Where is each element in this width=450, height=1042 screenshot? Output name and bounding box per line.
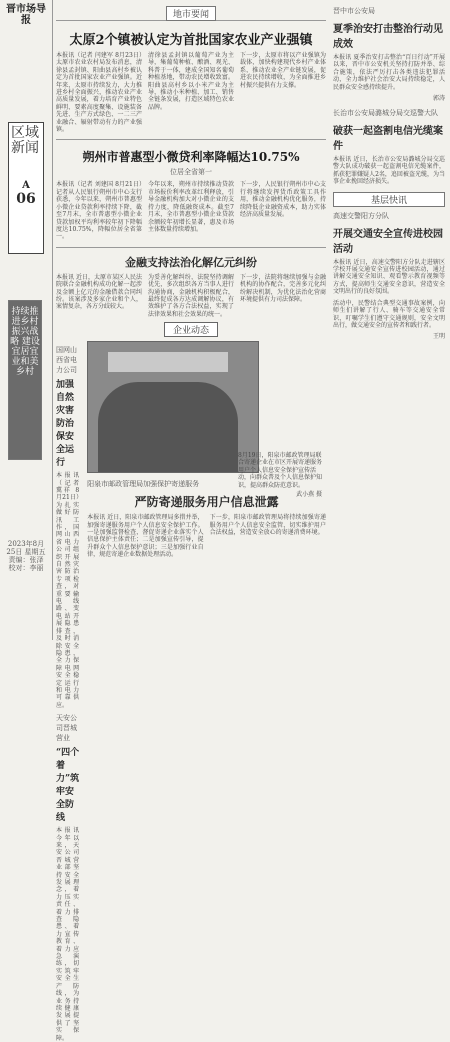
section-banner [56,6,326,21]
page-num: 06 [16,191,36,207]
right-author-3: 王明 [432,333,445,341]
event-photo [87,341,259,473]
right-kicker-3: 高速交警阳方分队 [333,211,389,220]
bottom-kicker: 阳泉市邮政管理局加强保护寄递服务 [87,480,200,489]
second-text-3: 下一步，人民银行朔州市中心支行将继续发挥货币政策工具作用，推动金融机构优化服务，持续降低企业融资成本，助力实体经济高质量发展。 [240,181,326,219]
third-columns [56,274,326,318]
lead-headline: 太原2个镇被认定为首批国家农业产业强镇 [69,33,313,48]
ent-text-1: 本报讯（记者 冀祥 8月21日）为扎实做好防汛工作，国网山西省电力公司组织开展自然灾害防治专项检查，对重要输电线路、变电站开展隐患排查，及时消除安全隐患，全力保障电网安全稳定运行和电力可靠供应。 [56,472,80,709]
right-title-1: 夏季治安打击整治行动见成效 [333,24,443,50]
third-text-1: 本报讯 近日，太原市某区人民法院联合金融机构成功化解一起涉及金额上亿元的金融借款合同纠纷。该案涉及多家企业和个人，案情复杂，各方分歧较大。 [56,273,142,311]
third-text-2: 为妥善化解纠纷，法院坚持调解优先，多次组织各方当事人进行沟通协商，金融机构积极配合，最终促成各方达成调解协议，有效维护了各方合法权益，实现了法律效果和社会效果的统一。 [148,273,234,318]
bottom-headline: 严防寄递服务用户信息泄露 [134,495,279,510]
photo-caption-block [238,452,322,498]
right-kicker-1: 晋中市公安局 [333,7,375,15]
third-headline: 金融支持法治化解亿元纠纷 [125,255,257,269]
enterprise-banner [56,322,326,337]
bottom-columns [87,514,326,558]
photo-credit: 武小燕 摄 [296,491,322,499]
right-title-3: 开展交通安全宣传进校园活动 [333,228,443,255]
right-column [333,6,445,340]
page-meta: 2023年8月25日 星期五 责编：张泽 校对：李丽 [6,540,46,572]
bottom-text-1: 本报讯 近日，阳泉市邮政管理局多措并举，加强寄递服务用户个人信息安全保护工作。一是加强监督检查，督促寄递企业落实个人信息保护主体责任；二是加强宣传引导，提升群众个人信息保护意识；三是加强行业自律，规范寄递企业数据处理活动。 [87,514,204,559]
second-headline: 朔州市普惠型小微贷利率降幅达10.75% [82,150,300,165]
page-code: A [22,180,30,191]
second-columns [56,181,326,240]
ent-kicker-2: 天安公司晋城营业 [56,714,77,743]
right-text-1: 本报讯 夏季治安打击整治“百日行动”开展以来，晋中市公安机关坚持打防并举、综合施策，依法严厉打击各类违法犯罪活动，全力维护社会治安大局持续稳定，人民群众安全感持续提升。 [333,54,445,91]
ent-kicker-1: 国网山西省电力公司 [56,346,77,375]
bottom-text-2: 下一步，阳泉市邮政管理局将持续加强寄递服务用户个人信息安全监管，切实维护用户合法权益，营造安全放心的寄递消费环境。 [209,514,327,536]
left-rail [0,0,53,640]
photo-caption: 8月19日，阳泉市邮政管理局联合寄递企业在市区开展寄递服务用户个人信息安全保护宣传活动，向群众普及个人信息保护知识，提高群众防范意识。 [238,452,323,489]
right-text-2: 本报讯 近日，长治市公安局潞城分局交巡警大队成功破获一起盗割电信光缆案件，抓获犯罪嫌疑人2名，追回被盗光缆，为当事企业挽回经济损失。 [333,156,445,186]
right-kicker-2: 长治市公安局潞城分局交巡警大队 [333,109,438,118]
lead-text-2: 清徐县孟封镇以葡萄产业为主导，集葡萄种植、酿酒、观光、科普于一体，建成全国知名葡萄种植基地，带动农民增收致富。阳曲县高村乡以小米产业为主导，推动小米种植、加工、销售全链条发展，打造区域特色农业品牌。 [148,52,234,111]
third-text-3: 下一步，法院将继续加强与金融机构的协作配合，完善多元化纠纷解决机制，为优化法治化营商环境提供有力司法保障。 [240,273,326,303]
lead-columns [56,52,326,133]
banner-label: 地市要闻 [166,6,216,21]
masthead-logo: 晋市场导报 [6,4,46,26]
second-text-2: 今年以来，朔州市持续推动贷款市场报价利率改革红利释放，引导金融机构加大对小微企业的支持力度，降低融资成本。截至7月末，全市普惠型小微企业贷款余额较年初增长显著，惠及市场主体数量持续增加。 [148,181,234,233]
slogan-box: 持续推进乡村振兴战略 建设宜居宜业和美乡村 [8,300,42,460]
right-author-1: 郭涛 [432,95,445,103]
right-title-2: 破获一起盗割电信光缆案件 [333,126,443,153]
right-section-sub: 基层快讯 [333,192,445,207]
section-name: 区域新闻 [11,125,39,156]
lead-text-1: 本报讯（记者 闫建军 8月23日）太原市农业农村局发布消息，清徐县孟封镇、阳曲县高村乡被认定为首批国家农业产业强镇。近年来，太原市持续发力，大力推进乡村全面振兴，推动农业产业高质量发展，着力培育产业特色鲜明、要素高度聚集、设施装备先进、生产方式绿色、一二三产业融合、辐射带动有力的产业强镇。 [56,52,142,134]
second-text-1: 本报讯（记者 刘建国 8月21日）记者从人民银行朔州市中心支行获悉，今年以来，朔州市普惠型小微企业贷款利率持续下降，截至7月末，全市普惠型小微企业贷款加权平均利率较年初下降幅度达10.75%，降幅位居全省第一。 [56,181,142,241]
main-column [56,6,326,1042]
enterprise-banner-label: 企业动态 [164,322,218,337]
right-text-4: 活动中，民警结合典型交通事故案例，向师生们讲解了行人、骑车等交通安全常识，叮嘱学生们遵守交通规则，安全文明出行，做交通安全的宣传者和践行者。 [333,299,445,329]
ent-title-2: “四个着力”筑牢安全防线 [56,748,80,824]
lead-text-3: 下一步，太原市将以产业强镇为载体，加快构建现代乡村产业体系，推动农业全产业链发展，促进农民持续增收，为全面推进乡村振兴提供有力支撑。 [240,52,326,89]
page-number [8,180,44,207]
second-subhead: 位居全省第一 [170,168,212,177]
ent-text-2: 本报讯 今年以来，天安公司晋城营业部坚持安全发展理念，着力压实责任、着力排查隐患、着力宣传教育、着力应急演练，切实筑牢安全生产防线，为业务持续健康发展提供了坚实保障。 [56,827,80,1042]
ent-title-1: 加强自然灾害防治保安全运行 [56,380,75,469]
right-text-3: 本报讯 近日，高速交警阳方分队走进辖区学校开展交通安全宣传进校园活动，通过讲解交通安全知识、观看警示教育视频等方式，提高师生交通安全意识，营造安全文明出行的良好氛围。 [333,258,445,296]
